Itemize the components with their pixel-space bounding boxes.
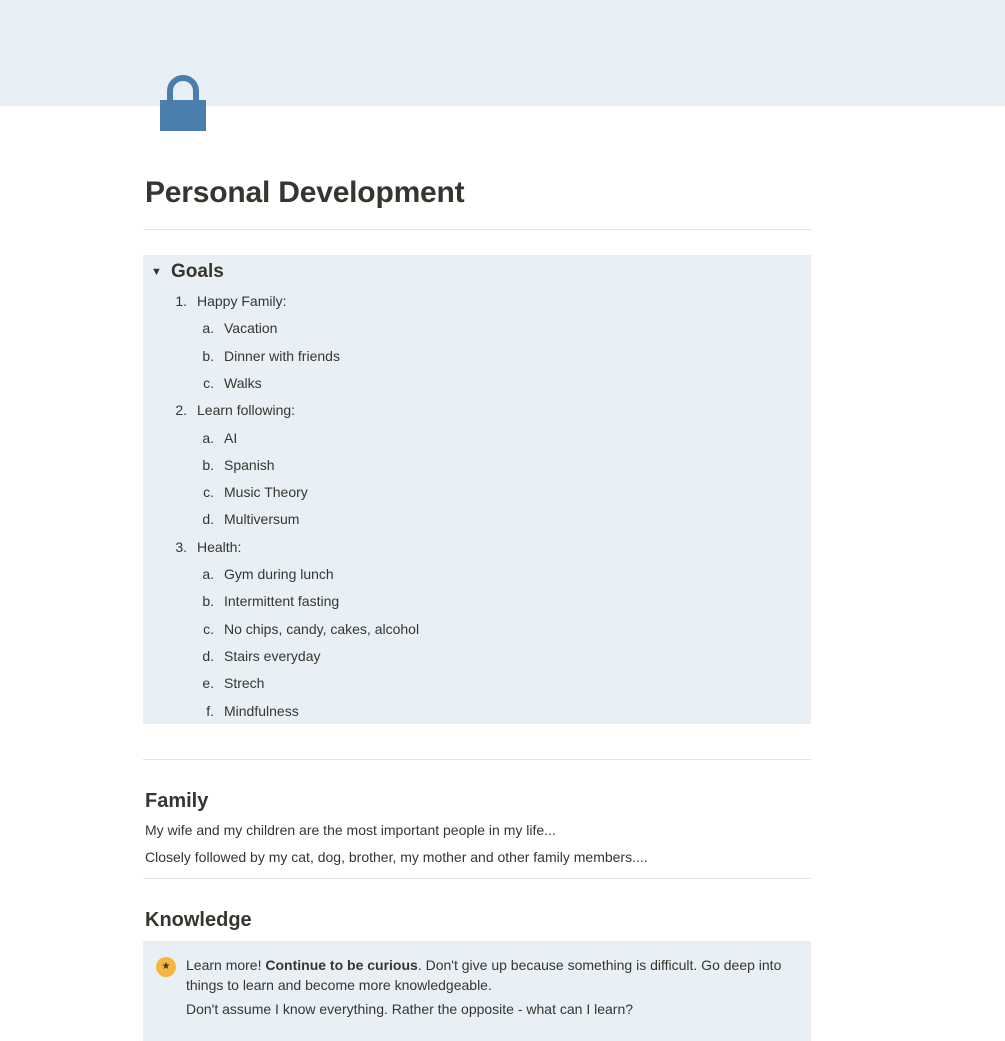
family-paragraph[interactable]: Closely followed by my cat, dog, brother, my mother and other family members.... (145, 849, 648, 865)
list-marker: c. (203, 374, 214, 391)
goal-subitem-label: No chips, candy, cakes, alcohol (224, 620, 420, 637)
goal-subitem[interactable] (143, 348, 340, 364)
divider (143, 759, 811, 760)
goal-subitem-label: Vacation (224, 320, 278, 337)
lock-icon[interactable] (158, 74, 208, 134)
page-title[interactable]: Personal Development (145, 176, 465, 209)
goal-subitem-label: Multiversum (224, 511, 300, 528)
goal-subitem-label: AI (224, 429, 238, 446)
goal-subitem-label: Music Theory (224, 484, 308, 501)
list-marker: c. (203, 620, 214, 637)
goal-subitem[interactable] (143, 457, 275, 473)
list-marker: d. (202, 647, 214, 664)
goal-subitem-label: Dinner with friends (224, 347, 340, 364)
goal-item[interactable] (143, 539, 241, 555)
list-marker: 1. (175, 293, 187, 309)
callout-paragraph: Don't assume I know everything. Rather the opposite - what can I learn? (186, 1001, 634, 1017)
goal-subitem[interactable] (143, 484, 308, 500)
goal-subitem-label: Strech (224, 675, 265, 692)
goal-subitem-label: Mindfulness (224, 702, 299, 719)
goal-subitem[interactable] (143, 648, 320, 664)
list-marker: a. (202, 429, 214, 446)
list-marker: 3. (175, 538, 187, 555)
toggle-arrow-icon[interactable]: ▼ (151, 266, 162, 278)
divider (143, 878, 811, 879)
goal-label: Health: (197, 538, 242, 555)
goal-subitem[interactable] (143, 703, 299, 719)
list-marker: b. (202, 456, 214, 473)
list-marker: c. (203, 484, 214, 501)
list-marker: a. (202, 320, 214, 337)
goals-toggle-header[interactable] (151, 261, 224, 283)
list-marker: a. (202, 566, 214, 582)
list-marker: 2. (175, 402, 187, 419)
goal-subitem-label: Gym during lunch (224, 566, 334, 582)
goal-subitem-label: Intermittent fasting (224, 593, 340, 610)
list-marker: f. (206, 702, 214, 719)
goal-subitem[interactable] (143, 511, 299, 527)
knowledge-heading[interactable]: Knowledge (145, 909, 252, 931)
star-struck-emoji-icon[interactable]: ★ (156, 957, 176, 977)
callout-text[interactable] (186, 955, 786, 1023)
goal-item[interactable] (143, 293, 286, 309)
goal-subitem[interactable] (143, 375, 262, 391)
goal-label: Learn following: (197, 402, 296, 419)
goal-item[interactable] (143, 402, 295, 418)
goals-toggle-block (143, 255, 811, 724)
knowledge-callout (143, 941, 811, 1041)
goal-subitem-label: Walks (224, 374, 262, 391)
list-marker: d. (202, 511, 214, 528)
divider (143, 229, 811, 230)
callout-text-span: Learn more! (186, 957, 266, 973)
goal-subitem[interactable] (143, 675, 264, 691)
page-cover[interactable] (0, 0, 1005, 106)
goal-subitem[interactable] (143, 320, 277, 336)
family-paragraph[interactable]: My wife and my children are the most important people in my life... (145, 822, 556, 838)
goal-subitem[interactable] (143, 566, 334, 582)
list-marker: b. (202, 347, 214, 364)
goal-subitem[interactable] (143, 621, 419, 637)
goals-heading: Goals (171, 261, 224, 282)
goal-label: Happy Family: (197, 293, 287, 309)
callout-paragraph (186, 955, 786, 995)
list-marker: e. (202, 675, 214, 692)
goal-subitem-label: Stairs everyday (224, 647, 321, 664)
list-marker: b. (202, 593, 214, 610)
goal-subitem[interactable] (143, 430, 237, 446)
callout-bold-text: Continue to be curious (265, 957, 418, 973)
callout-text-span: . Don't give up because something is difficult. Go deep into things to learn and become more knowledgeable. (186, 957, 782, 993)
goal-subitem[interactable] (143, 593, 339, 609)
family-heading[interactable]: Family (145, 790, 209, 812)
goal-subitem-label: Spanish (224, 456, 275, 473)
